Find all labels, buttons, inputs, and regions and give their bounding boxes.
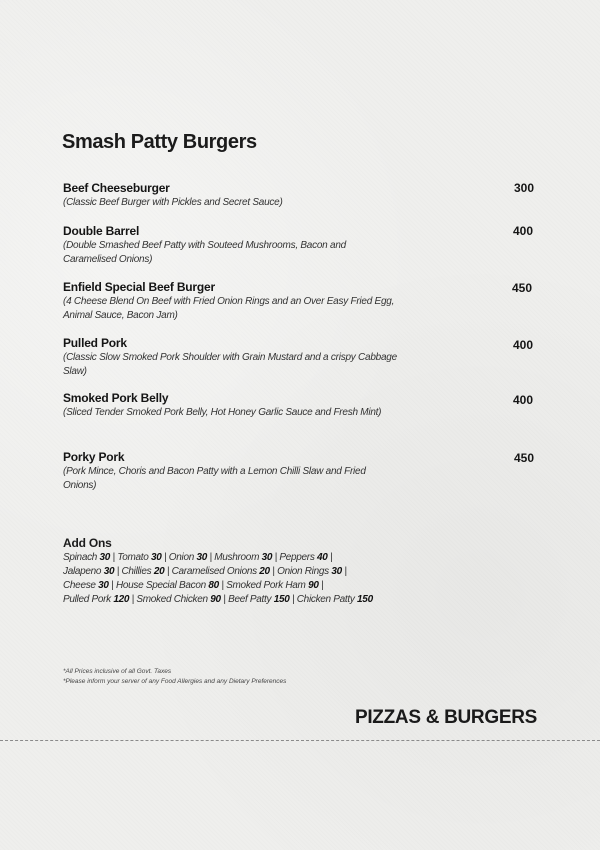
addon-price: 120 [113,594,130,605]
page-title: Smash Patty Burgers [62,131,257,153]
addon-price: 150 [357,594,373,605]
addon-price: 30 [98,580,109,591]
dashed-divider [0,740,600,741]
item-description: (4 Cheese Blend On Beef with Fried Onion Rings and an Over Easy Fried Egg, Animal Sauce, Bacon Jam) [63,296,395,321]
item-price: 450 [514,451,535,465]
menu-item [63,181,543,210]
addons-line: Cheese 30 | House Special Bacon 80 | Smoked Pork Ham 90 | [63,580,324,591]
addon-price: 80 [208,580,219,591]
addon-name: Onion [168,552,194,563]
addons-line: Pulled Pork 120 | Smoked Chicken 90 | Beef Patty 150 | Chicken Patty 150 [63,594,373,605]
addon-name: Pulled Pork [63,594,111,605]
addon-price: 30 [99,552,111,563]
addon-name: Beef Patty [228,594,272,605]
item-price: 300 [514,181,535,195]
allergy-note: *Please inform your server of any Food Allergies and any Dietary Preferences [63,677,287,685]
addon-price: 30 [151,552,162,563]
addon-price: 30 [196,552,207,563]
addon-price: 90 [210,594,221,605]
addon-price: 40 [317,552,328,563]
addon-name: Chicken Patty [296,594,355,605]
addon-name: Cheese [63,580,96,591]
item-name: Double Barrel [63,224,140,238]
item-name: Porky Pork [63,450,125,464]
item-price: 400 [513,224,534,238]
addons-title: Add Ons [63,536,112,550]
tax-note: *All Prices inclusive of all Govt. Taxes [63,668,172,675]
addon-price: 30 [331,566,342,577]
item-description: (Classic Slow Smoked Pork Shoulder with Grain Mustard and a crispy Cabbage Slaw) [63,352,397,377]
addon-name: Jalapeno [63,566,102,577]
addon-price: 20 [259,566,270,577]
addon-price: 30 [103,566,115,577]
addon-name: Chillies [121,566,152,577]
item-price: 400 [513,338,534,352]
addon-name: Smoked Pork Ham [226,580,306,591]
item-name: Beef Cheeseburger [63,181,170,195]
addon-name: Mushroom [214,552,260,563]
addon-name: Tomato [117,552,149,563]
addon-price: 150 [273,594,290,605]
item-price: 450 [512,281,533,295]
addon-name: House Special Bacon [115,580,206,591]
item-price: 400 [513,393,534,407]
addon-name: Spinach [63,552,98,563]
item-description: (Double Smashed Beef Patty with Souteed Mushrooms, Bacon and Caramelised Onions) [63,240,346,265]
menu-item [63,280,543,323]
menu-item [63,336,543,379]
addon-name: Onion Rings [277,566,329,577]
addons-line: Jalapeno 30 | Chillies 20 | Caramelised Onions 20 | Onion Rings 30 | [63,566,347,577]
addon-price: 90 [308,580,319,591]
addons-section [63,536,393,607]
addon-name: Caramelised Onions [171,566,257,577]
addon-name: Smoked Chicken [136,594,208,605]
footnotes [63,667,286,686]
addon-name: Peppers [279,552,315,563]
menu-item [63,224,543,267]
addon-price: 20 [153,566,165,577]
category-footer: PIZZAS & BURGERS [354,707,537,728]
item-description: (Classic Beef Burger with Pickles and Secret Sauce) [63,197,283,208]
item-description: (Sliced Tender Smoked Pork Belly, Hot Honey Garlic Sauce and Fresh Mint) [63,407,382,418]
menu-item [63,450,543,493]
addons-line: Spinach 30 | Tomato 30 | Onion 30 | Mushroom 30 | Peppers 40 | [63,552,333,563]
addon-price: 30 [261,552,273,563]
item-name: Enfield Special Beef Burger [63,280,215,294]
item-name: Smoked Pork Belly [63,391,169,405]
menu-item [63,391,543,420]
item-name: Pulled Pork [63,336,127,350]
item-description: (Pork Mince, Choris and Bacon Patty with a Lemon Chilli Slaw and Fried Onions) [63,466,366,491]
